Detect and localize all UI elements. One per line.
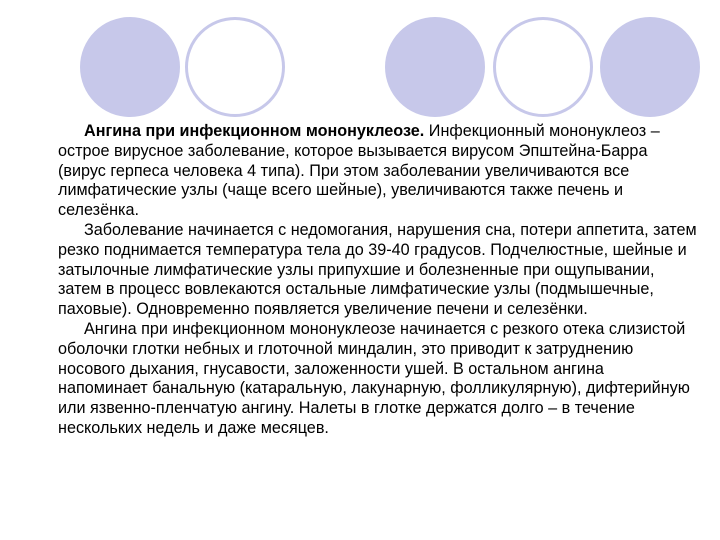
paragraph-text: Заболевание начинается с недомогания, нарушения сна, потери аппетита, затем резко поднимается температура тела до 39-40 градусов. Подчелюстные, шейные и затылочные лимфатические узлы припухшие и болезненные при ощупывании, затем в процесс вовлекаются остальные лимфатические узлы (подмышечные, паховые). Одновременно появляется увеличение печени и селезёнки. xyxy=(58,220,697,319)
slide-text xyxy=(58,122,698,439)
paragraph-heading: Ангина при инфекционном мононуклеозе. xyxy=(84,122,425,140)
decor-circle-ring xyxy=(185,17,285,117)
decor-circle-filled xyxy=(385,17,485,117)
paragraph-2 xyxy=(58,221,698,320)
decor-circle-filled xyxy=(600,17,700,117)
paragraph-text: Ангина при инфекционном мононуклеозе начинается с резкого отека слизистой оболочки глотки небных и глоточной миндалин, это приводит к затруднению носового дыхания, гнусавости, заложенности ушей. В остальном ангина напоминает банальную (катаральную, лакунарную, фолликулярную), дифтерийную или язвенно-пленчатую ангину. Налеты в глотке держатся долго – в течение нескольких недель и даже месяцев. xyxy=(58,319,690,437)
paragraph-3 xyxy=(58,320,698,439)
decorative-circles xyxy=(0,0,720,130)
paragraph-1 xyxy=(58,122,698,221)
paragraph-text: Инфекционный мононуклеоз –острое вирусное заболевание, которое вызывается вирусом Эпштейна-Барра (вирус герпеса человека 4 типа). При этом заболевании увеличиваются все лимфатические узлы (чаще всего шейные), увеличиваются также печень и селезёнка. xyxy=(58,122,660,220)
decor-circle-filled xyxy=(80,17,180,117)
decor-circle-ring xyxy=(493,17,593,117)
